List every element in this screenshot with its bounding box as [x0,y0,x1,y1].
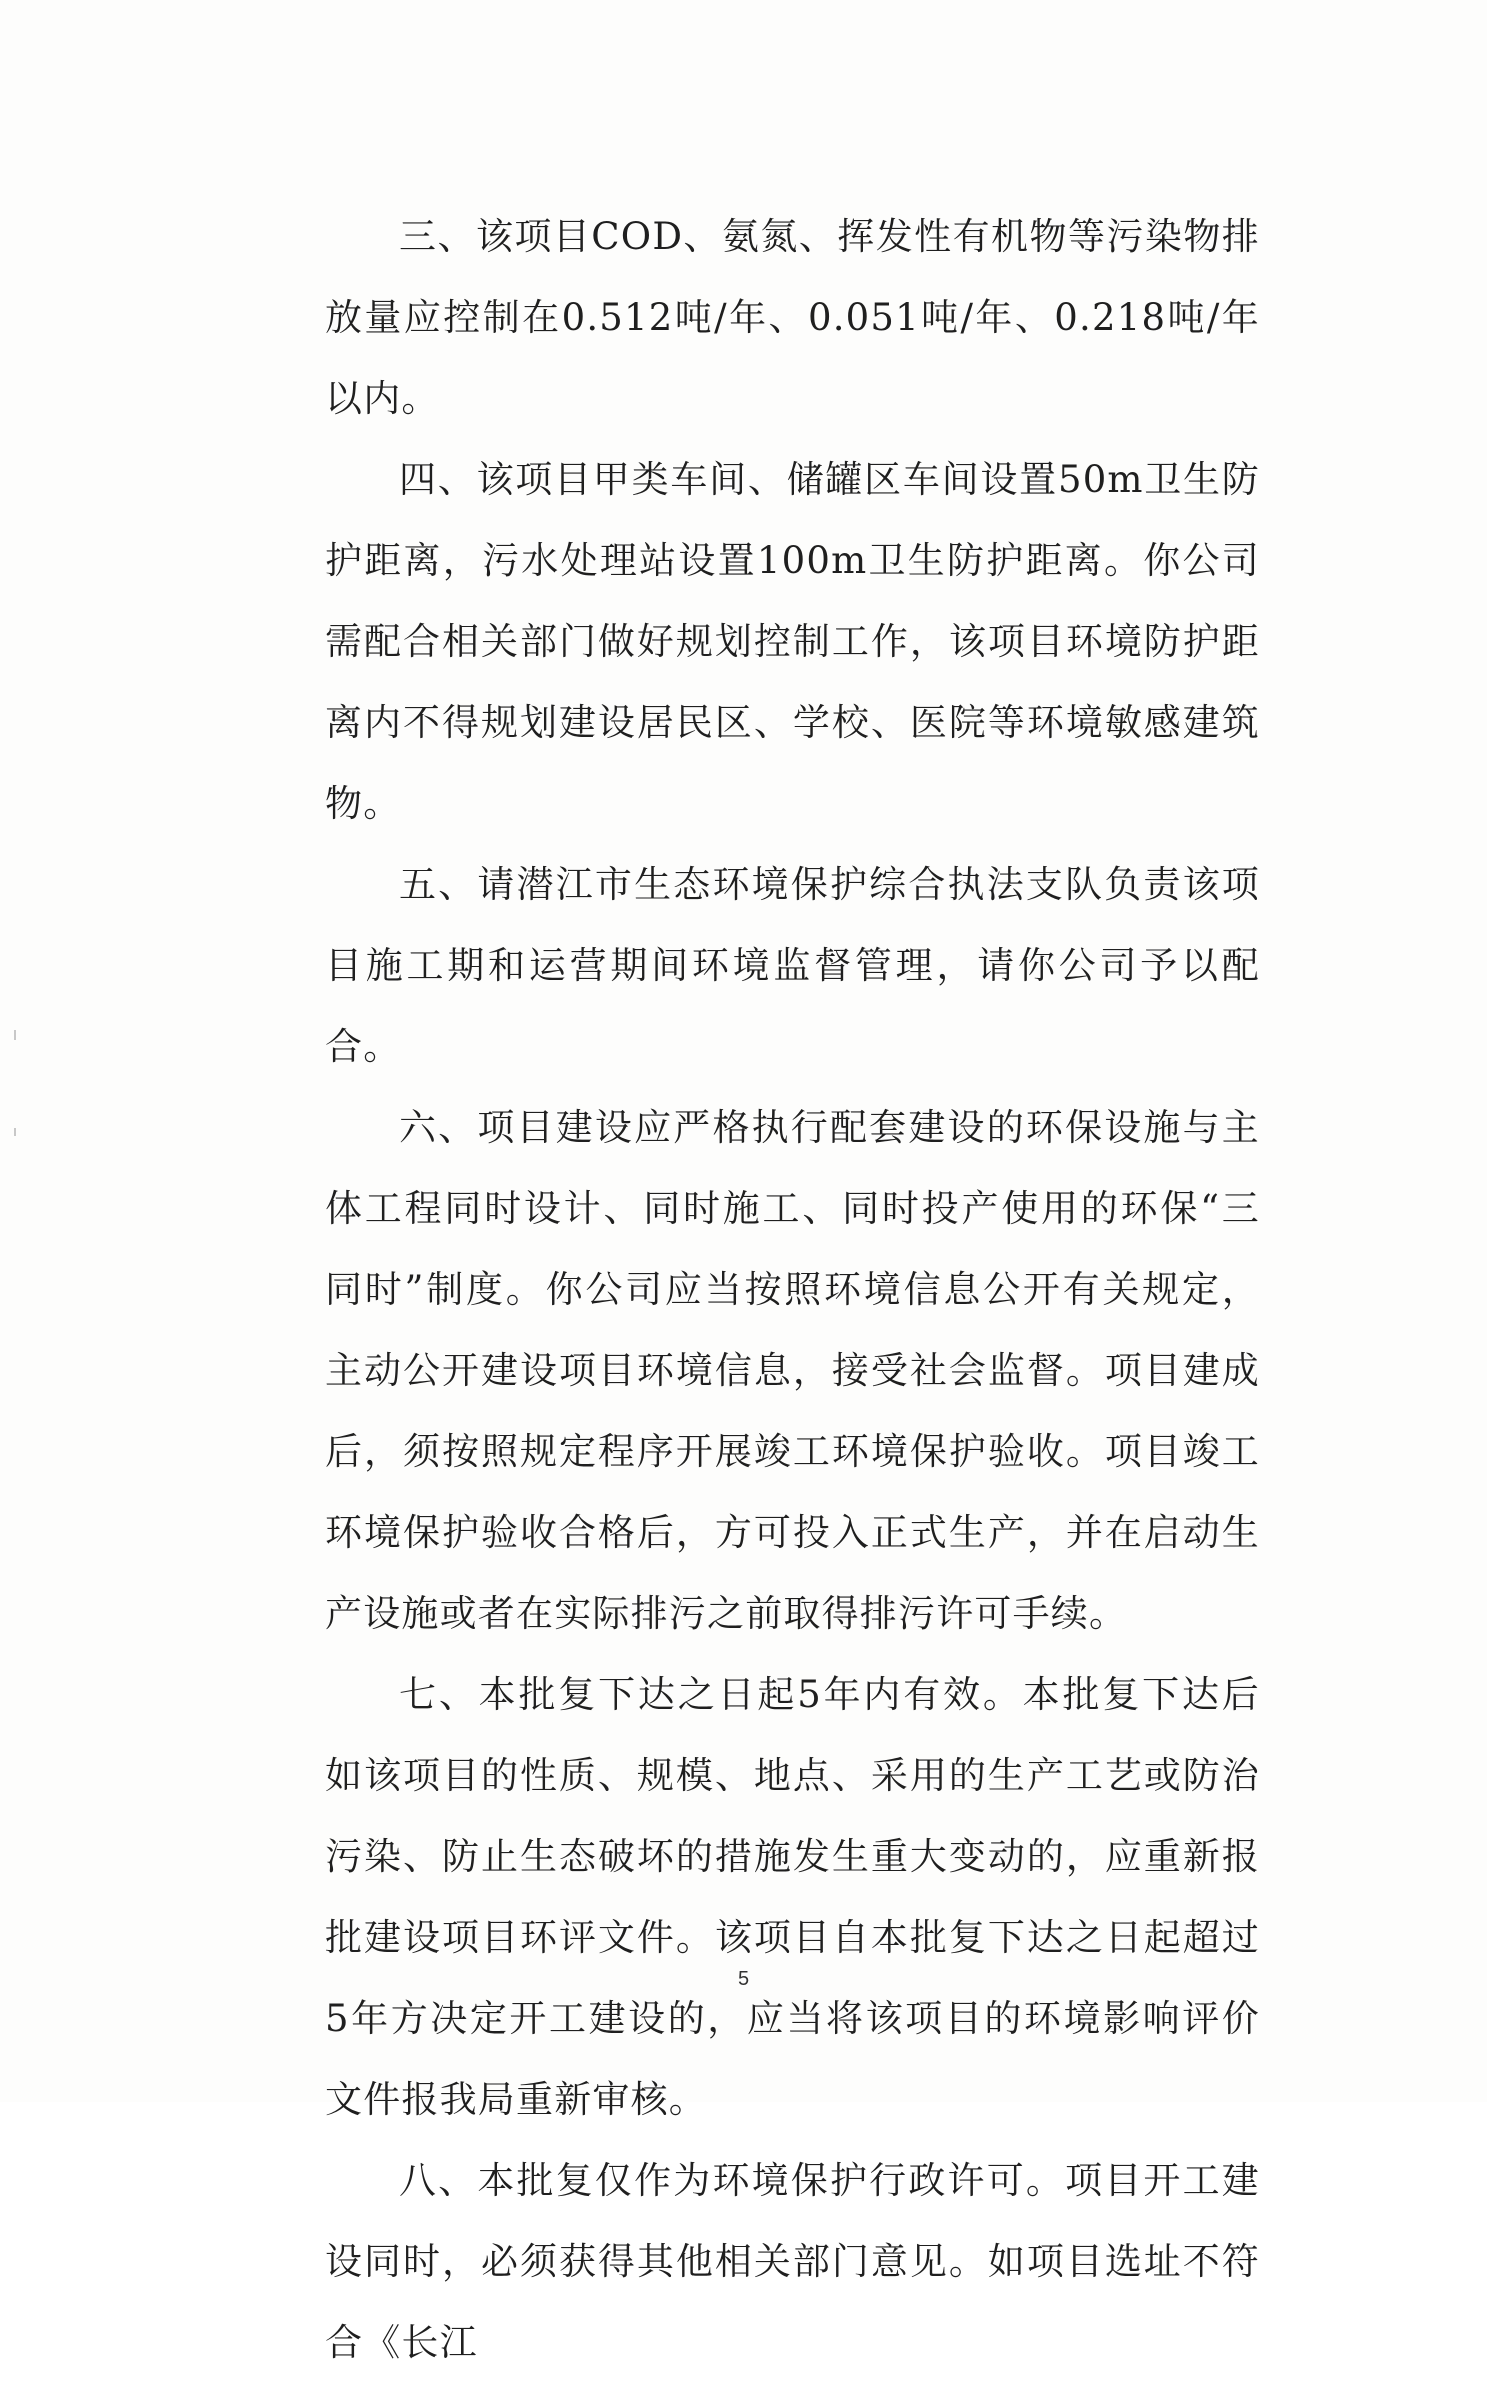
scan-artifact [14,1128,16,1136]
document-body [325,196,1260,2383]
paragraph-3: 三、该项目COD、氨氮、挥发性有机物等污染物排放量应控制在0.512吨/年、0.051吨/年、0.218吨/年以内。 [325,215,1260,420]
paragraph-7: 七、本批复下达之日起5年内有效。本批复下达后如该项目的性质、规模、地点、采用的生产工艺或防治污染、防止生态破坏的措施发生重大变动的，应重新报批建设项目环评文件。该项目自本批复下达之日起超过5年方决定开工建设的，应当将该项目的环境影响评价文件报我局重新审核。 [325,1673,1260,2121]
paragraph-6: 六、项目建设应严格执行配套建设的环保设施与主体工程同时设计、同时施工、同时投产使用的环保“三同时”制度。你公司应当按照环境信息公开有关规定，主动公开建设项目环境信息，接受社会监督。项目建成后，须按照规定程序开展竣工环境保护验收。项目竣工环境保护验收合格后，方可投入正式生产，并在启动生产设施或者在实际排污之前取得排污许可手续。 [325,1106,1260,1635]
page-number: 5 [737,1968,750,1990]
paragraph-5: 五、请潜江市生态环境保护综合执法支队负责该项目施工期和运营期间环境监督管理，请你公司予以配合。 [325,863,1260,1068]
paragraph-8: 八、本批复仅作为环境保护行政许可。项目开工建设同时，必须获得其他相关部门意见。如项目选址不符合《长江 [325,2159,1260,2364]
scan-artifact [14,1030,16,1040]
paragraph-4: 四、该项目甲类车间、储罐区车间设置50m卫生防护距离，污水处理站设置100m卫生防护距离。你公司需配合相关部门做好规划控制工作，该项目环境防护距离内不得规划建设居民区、学校、医院等环境敏感建筑物。 [325,458,1260,825]
